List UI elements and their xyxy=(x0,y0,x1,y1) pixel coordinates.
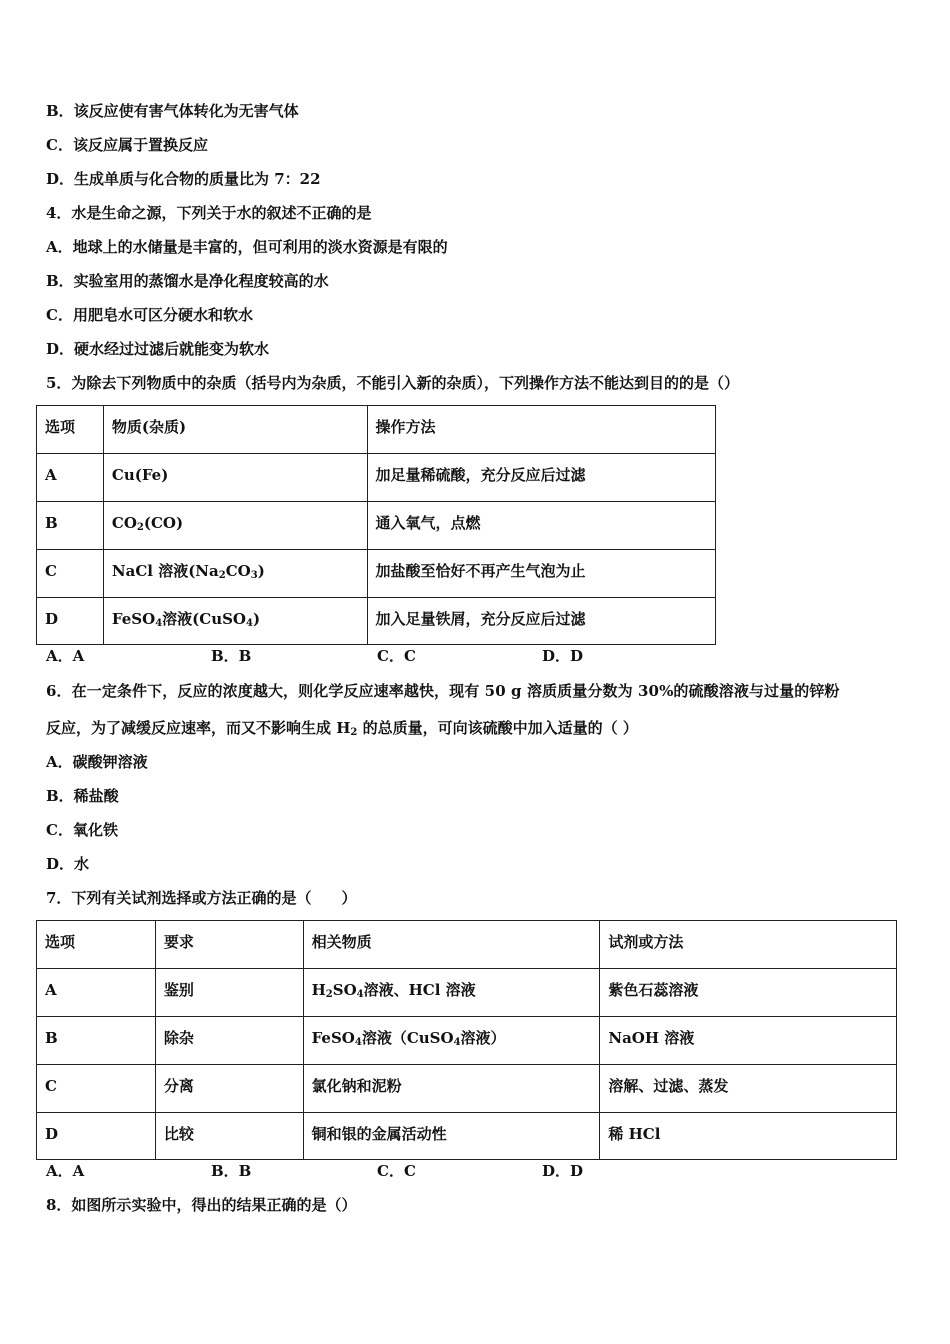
header-cell: 选项 xyxy=(37,406,104,454)
substance-cell: Cu(Fe) xyxy=(103,454,367,502)
q4-stem: 4．水是生命之源，下列关于水的叙述不正确的是 xyxy=(46,204,372,222)
reagent-cell: 紫色石蕊溶液 xyxy=(600,969,897,1017)
reagent-cell: 溶解、过滤、蒸发 xyxy=(600,1065,897,1113)
option-cell: B xyxy=(37,502,104,550)
table-row xyxy=(37,1065,897,1113)
substance-cell: FeSO$_4$溶液(CuSO$_4$) xyxy=(103,598,367,645)
q8-stem: 8．如图所示实验中，得出的结果正确的是（） xyxy=(46,1196,357,1214)
method-cell: 通入氧气，点燃 xyxy=(367,502,716,550)
option-cell: D xyxy=(37,598,104,645)
header-cell: 操作方法 xyxy=(367,406,716,454)
option-cell: C xyxy=(37,1065,156,1113)
method-cell: 加盐酸至恰好不再产生气泡为止 xyxy=(367,550,716,598)
reagent-cell: NaOH 溶液 xyxy=(600,1017,897,1065)
substance-cell: $H_2SO_4$溶液、HCl 溶液 xyxy=(303,969,600,1017)
q6-option-c: C．氧化铁 xyxy=(46,821,118,839)
option-cell: C xyxy=(37,550,104,598)
q6-option-a: A．碳酸钾溶液 xyxy=(46,753,148,771)
substance-cell: $CO_2(CO)$ xyxy=(103,502,367,550)
q5-stem: 5．为除去下列物质中的杂质（括号内为杂质，不能引入新的杂质），下列操作方法不能达到目的的是（） xyxy=(46,374,739,392)
requirement-cell: 鉴别 xyxy=(155,969,303,1017)
table-row xyxy=(37,550,716,598)
q5-answer-b: B．B xyxy=(211,647,252,665)
header-cell: 物质(杂质) xyxy=(103,406,367,454)
header-cell: 试剂或方法 xyxy=(600,921,897,969)
q4-option-a: A．地球上的水储量是丰富的，但可利用的淡水资源是有限的 xyxy=(46,238,448,256)
requirement-cell: 分离 xyxy=(155,1065,303,1113)
q7-table xyxy=(36,920,897,1160)
substance-cell: 氯化钠和泥粉 xyxy=(303,1065,600,1113)
option-cell: A xyxy=(37,969,156,1017)
method-cell: 加入足量铁屑，充分反应后过滤 xyxy=(367,598,716,645)
table-header-row xyxy=(37,921,897,969)
q5-table xyxy=(36,405,716,645)
q6-stem-line2: 反应，为了减缓反应速率，而又不影响生成 $H_2$ 的总质量，可向该硫酸中加入适量的（ ） xyxy=(46,719,638,738)
q6-stem-line1: 6．在一定条件下，反应的浓度越大，则化学反应速率越快，现有 50 g 溶质质量分数为 30%的硫酸溶液与过量的锌粉 xyxy=(46,682,840,700)
q7-answer-b: B．B xyxy=(211,1162,252,1180)
q7-answer-d: D．D xyxy=(542,1162,584,1180)
q4-option-d: D．硬水经过过滤后就能变为软水 xyxy=(46,340,270,358)
q3-option-c: C．该反应属于置换反应 xyxy=(46,136,208,154)
table-row xyxy=(37,1017,897,1065)
q5-answer-a: A．A xyxy=(46,647,85,665)
q6-option-d: D．水 xyxy=(46,855,90,873)
q3-option-d: D．生成单质与化合物的质量比为 7：22 xyxy=(46,170,321,188)
substance-cell: FeSO$_4$溶液（CuSO$_4$溶液） xyxy=(303,1017,600,1065)
option-cell: A xyxy=(37,454,104,502)
q5-answer-d: D．D xyxy=(542,647,584,665)
table-row xyxy=(37,1113,897,1160)
requirement-cell: 比较 xyxy=(155,1113,303,1160)
option-cell: D xyxy=(37,1113,156,1160)
q7-answer-c: C．C xyxy=(377,1162,416,1180)
q7-answer-a: A．A xyxy=(46,1162,85,1180)
q6-option-b: B．稀盐酸 xyxy=(46,787,119,805)
q7-stem: 7．下列有关试剂选择或方法正确的是（ ） xyxy=(46,889,357,907)
table-row xyxy=(37,454,716,502)
q4-option-b: B．实验室用的蒸馏水是净化程度较高的水 xyxy=(46,272,329,290)
q4-option-c: C．用肥皂水可区分硬水和软水 xyxy=(46,306,253,324)
header-cell: 选项 xyxy=(37,921,156,969)
table-row xyxy=(37,598,716,645)
substance-cell: NaCl 溶液$(Na_2CO_3)$ xyxy=(103,550,367,598)
method-cell: 加足量稀硫酸，充分反应后过滤 xyxy=(367,454,716,502)
table-row xyxy=(37,969,897,1017)
header-cell: 相关物质 xyxy=(303,921,600,969)
header-cell: 要求 xyxy=(155,921,303,969)
table-row xyxy=(37,502,716,550)
reagent-cell: 稀 HCl xyxy=(600,1113,897,1160)
q3-option-b: B．该反应使有害气体转化为无害气体 xyxy=(46,102,299,120)
table-header-row xyxy=(37,406,716,454)
requirement-cell: 除杂 xyxy=(155,1017,303,1065)
q5-answer-c: C．C xyxy=(377,647,416,665)
substance-cell: 铜和银的金属活动性 xyxy=(303,1113,600,1160)
option-cell: B xyxy=(37,1017,156,1065)
